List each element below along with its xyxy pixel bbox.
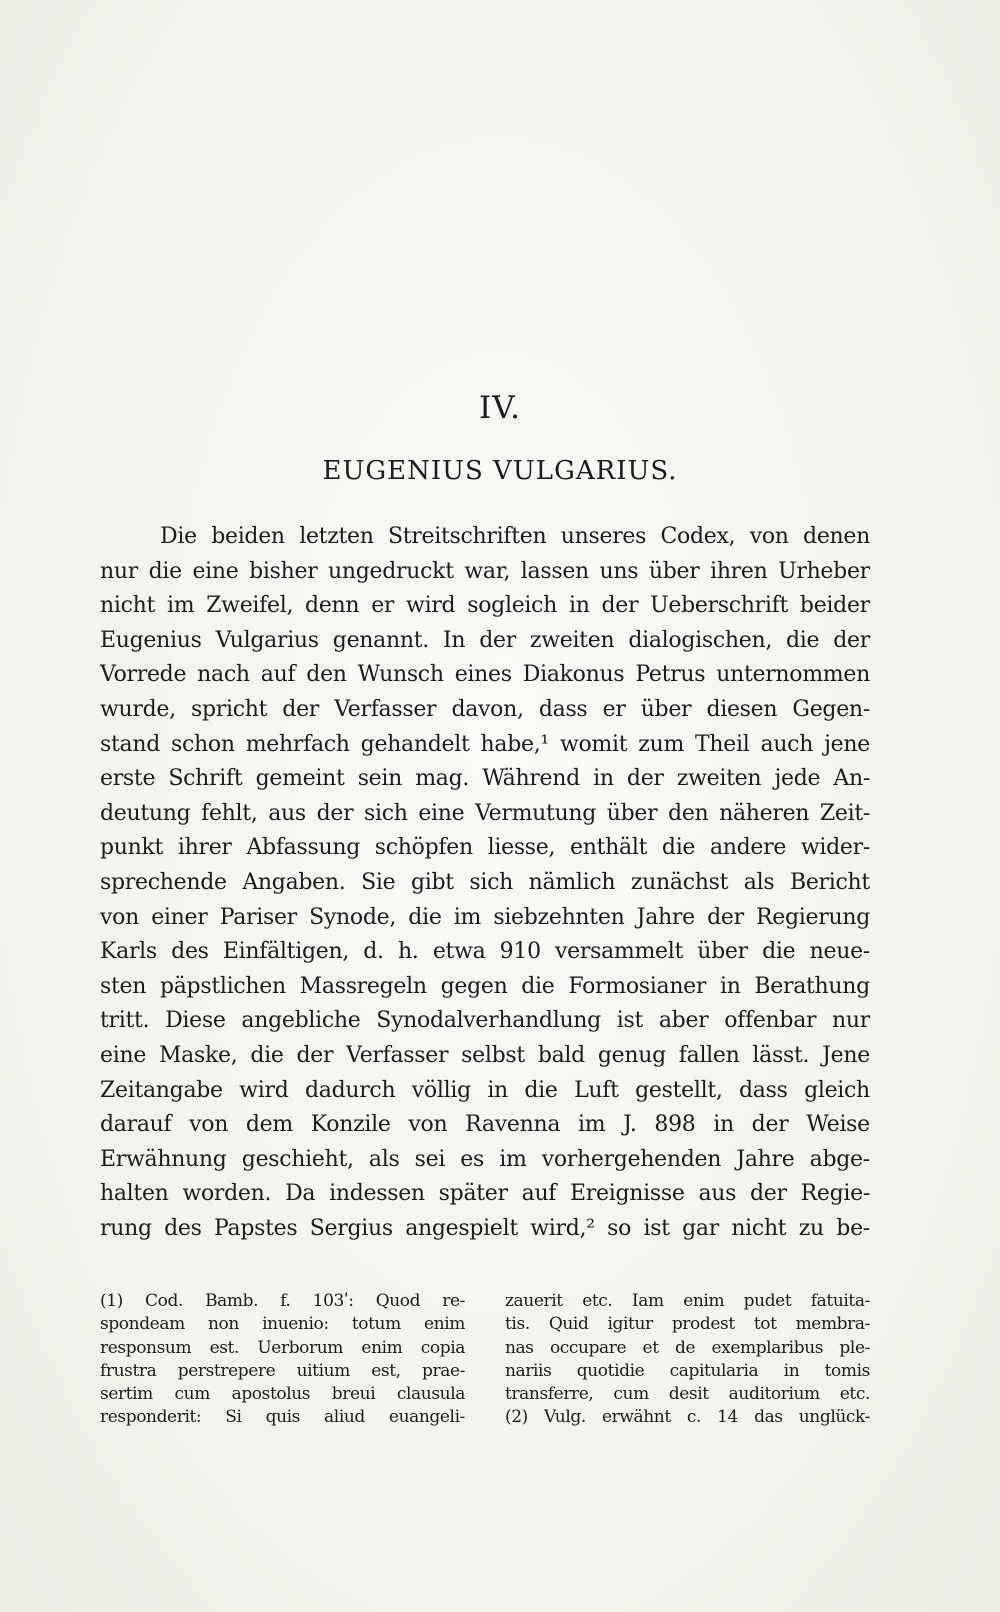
text-line: nicht im Zweifel, denn er wird sogleich in der Ueberschrift beider xyxy=(100,593,870,619)
text-line: Erwähnung geschieht, als sei es im vorhergehenden Jahre abge- xyxy=(100,1146,870,1172)
text-line: halten worden. Da indessen später auf Ereignisse aus der Regie- xyxy=(100,1181,870,1207)
text-line: tritt. Diese angebliche Synodalverhandlung ist aber offenbar nur xyxy=(100,1008,870,1034)
text-line: stand schon mehrfach gehandelt habe,¹ womit zum Theil auch jene xyxy=(100,731,870,757)
footnotes xyxy=(100,1290,870,1430)
text-line: punkt ihrer Abfassung schöpfen liesse, enthält die andere wider- xyxy=(100,835,870,861)
footnote-column-left xyxy=(100,1290,465,1430)
text-line: Karls des Einfältigen, d. h. etwa 910 versammelt über die neue- xyxy=(100,939,870,965)
footnote-line: spondeam non inuenio: totum enim xyxy=(100,1314,465,1335)
footnote-line: tis. Quid igitur prodest tot membra- xyxy=(505,1314,870,1335)
text-line: erste Schrift gemeint sein mag. Während in der zweiten jede An- xyxy=(100,766,870,792)
footnote-line: frustra perstrepere uitium est, prae- xyxy=(100,1360,465,1381)
footnote-line: sertim cum apostolus breui clausula xyxy=(100,1384,465,1405)
footnote-line: transferre, cum desit auditorium etc. xyxy=(505,1384,870,1405)
text-line: Vorrede nach auf den Wunsch eines Diakonus Petrus unternommen xyxy=(100,662,870,688)
chapter-number: IV. xyxy=(478,390,522,426)
text-line: sten päpstlichen Massregeln gegen die Formosianer in Berathung xyxy=(100,973,870,999)
text-line: von einer Pariser Synode, die im siebzehnten Jahre der Regierung xyxy=(100,904,870,930)
text-line: eine Maske, die der Verfasser selbst bald genug fallen lässt. Jene xyxy=(100,1042,870,1068)
footnote-line: (2) Vulg. erwähnt c. 14 das unglück- xyxy=(505,1407,870,1428)
text-line: Die beiden letzten Streitschriften unseres Codex, von denen xyxy=(160,524,870,549)
footnote-line: responsum est. Uerborum enim copia xyxy=(100,1337,465,1358)
chapter-title: EUGENIUS VULGARIUS. xyxy=(322,456,678,486)
text-line: Eugenius Vulgarius genannt. In der zweiten dialogischen, die der xyxy=(100,627,870,653)
body-text xyxy=(100,520,870,1246)
text-line: Zeitangabe wird dadurch völlig in die Luft gestellt, dass gleich xyxy=(100,1077,870,1103)
footnote-line: responderit: Si quis aliud euangeli- xyxy=(100,1407,465,1428)
footnote-line: (1) Cod. Bamb. f. 103ʹ: Quod re- xyxy=(100,1291,465,1311)
text-line: nur die eine bisher ungedruckt war, lassen uns über ihren Urheber xyxy=(100,558,870,584)
text-line: wurde, spricht der Verfasser davon, dass er über diesen Gegen- xyxy=(100,696,870,722)
footnote-line: zauerit etc. Iam enim pudet fatuita- xyxy=(505,1291,870,1311)
text-line: sprechende Angaben. Sie gibt sich nämlich zunächst als Bericht xyxy=(100,869,870,895)
footnote-column-right xyxy=(505,1290,870,1430)
footnote-line: nariis quotidie capitularia in tomis xyxy=(505,1360,870,1381)
footnote-line: nas occupare et de exemplaribus ple- xyxy=(505,1337,870,1358)
text-line: darauf von dem Konzile von Ravenna im J. 898 in der Weise xyxy=(100,1112,870,1138)
text-line: deutung fehlt, aus der sich eine Vermutung über den näheren Zeit- xyxy=(100,800,870,826)
text-line: rung des Papstes Sergius angespielt wird,² so ist gar nicht zu be- xyxy=(100,1215,870,1241)
